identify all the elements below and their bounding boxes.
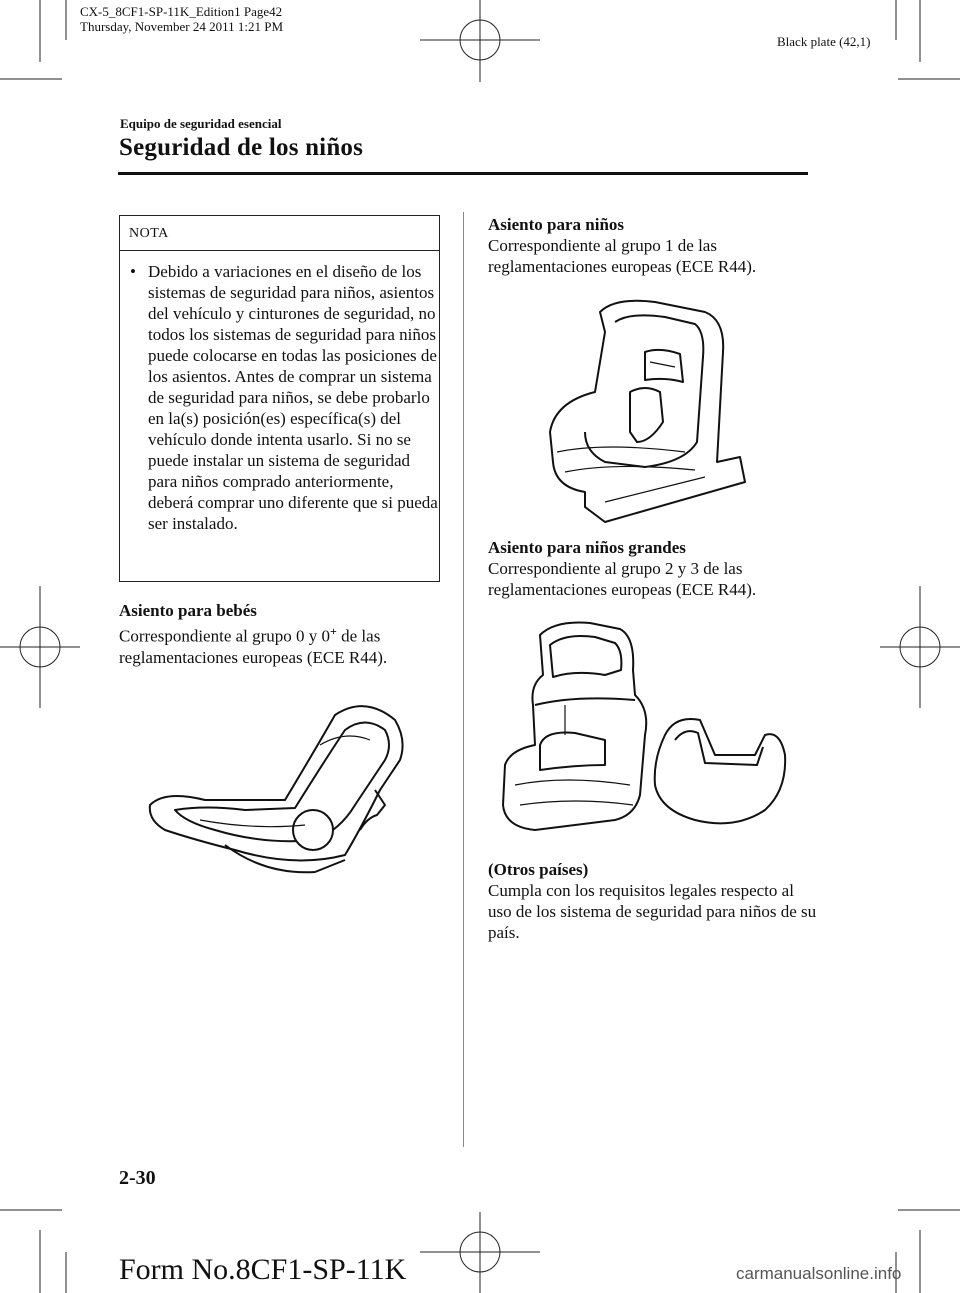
infant-heading: Asiento para bebés [119, 601, 257, 620]
section-heading: Equipo de seguridad esencial [120, 116, 282, 131]
nota-bullet: • [130, 262, 136, 281]
watermark: carmanualsonline.info [736, 1264, 902, 1283]
infant-text-after: de las reglamentaciones europeas (ECE R44). [119, 626, 388, 667]
column-divider [463, 212, 464, 1147]
junior-seat-illustration [495, 615, 795, 845]
infant-sup: + [330, 624, 337, 638]
infant-seat-illustration [145, 690, 415, 880]
page-title: Seguridad de los niños [119, 134, 364, 161]
file-info-line2: Thursday, November 24 2011 1:21 PM [80, 19, 284, 34]
title-rule [118, 172, 808, 175]
other-heading: (Otros países) [488, 860, 589, 879]
plate-label: Black plate (42,1) [777, 34, 871, 49]
nota-divider [120, 250, 439, 251]
nota-text: Debido a variaciones en el diseño de los sistemas de seguridad para niños, asientos del vehículo y cinturones de seguridad, no todos los sistemas de seguridad para niños puede colocarse en todas las posiciones de los asientos. Antes de comprar un sistema de seguridad para niños, se debe probarlo en la(s) posición(es) específica(s) del vehículo donde intenta usarlo. Si no se puede instalar un sistema de seguridad para niños comprado anteriormente, deberá comprar uno diferente que si pueda ser instalado. [148, 262, 438, 533]
file-info-line1: CX-5_8CF1-SP-11K_Edition1 Page42 [80, 4, 283, 19]
infant-text-before: Correspondiente al grupo 0 y 0 [119, 626, 331, 646]
nota-heading: NOTA [129, 226, 169, 241]
infant-text [119, 621, 439, 668]
nota-box [119, 215, 440, 582]
child-text: Correspondiente al grupo 1 de las reglamentaciones europeas (ECE R44). [488, 236, 757, 276]
junior-heading: Asiento para niños grandes [488, 538, 686, 557]
page-number: 2-30 [119, 1167, 156, 1189]
child-seat-illustration [545, 292, 755, 532]
other-text: Cumpla con los requisitos legales respecto al uso de los sistema de seguridad para niños de su país. [488, 881, 817, 942]
child-heading: Asiento para niños [488, 215, 625, 234]
junior-text: Correspondiente al grupo 2 y 3 de las reglamentaciones europeas (ECE R44). [488, 559, 757, 599]
form-number: Form No.8CF1-SP-11K [119, 1253, 407, 1286]
